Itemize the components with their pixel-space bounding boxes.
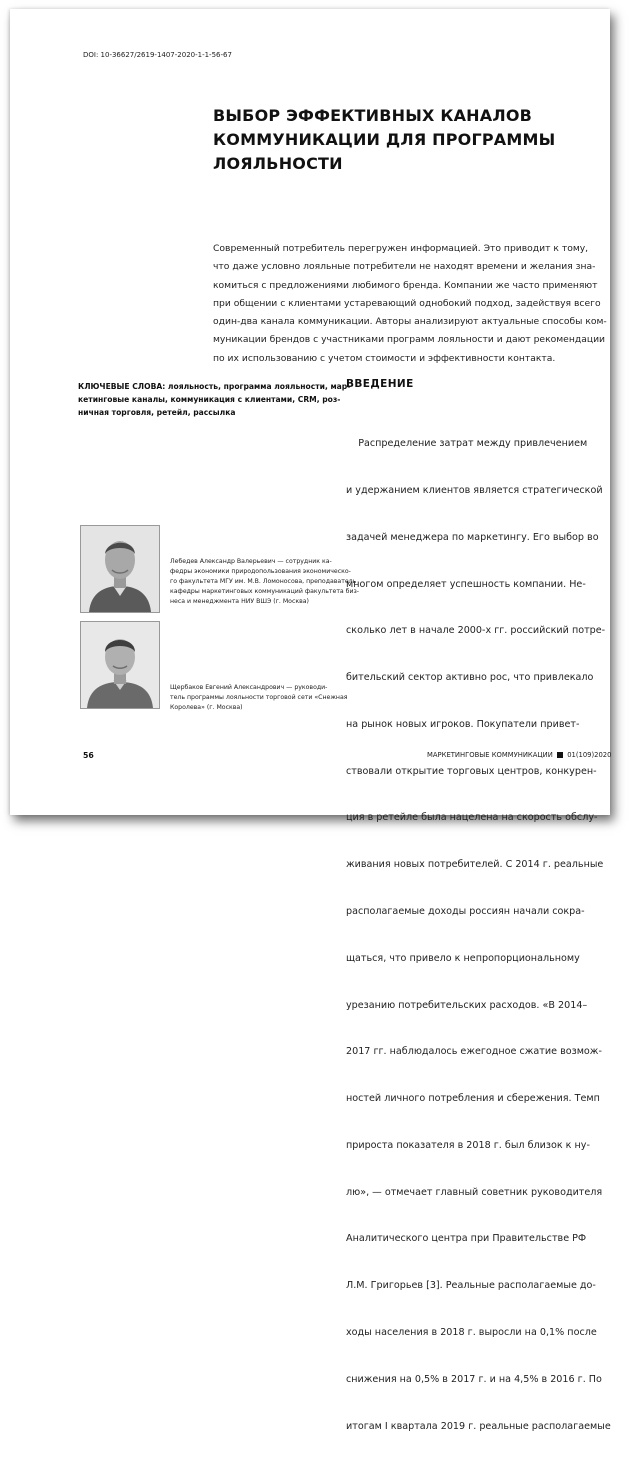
- keywords-line: ничная торговля, ретейл, рассылка: [78, 408, 236, 417]
- body-line: многом определяет успешность компании. Не-: [346, 578, 586, 590]
- title-line: ЛОЯЛЬНОСТИ: [213, 154, 343, 173]
- body-line: ностей личного потребления и сбережения. Темп: [346, 1093, 600, 1105]
- body-line: живания новых потребителей. С 2014 г. реальные: [346, 859, 604, 871]
- author-portrait-icon: [81, 526, 159, 612]
- section-heading: ВВЕДЕНИЕ: [346, 378, 414, 390]
- square-icon: [557, 752, 563, 758]
- keywords-line: КЛЮЧЕВЫЕ СЛОВА: лояльность, программа лояльности, мар-: [78, 382, 351, 391]
- body-line: ходы населения в 2018 г. выросли на 0,1% после: [346, 1327, 597, 1339]
- author-bio-line: федры экономики природопользования экономическо-: [170, 568, 351, 575]
- journal-footer: [427, 751, 611, 759]
- body-line: Л.М. Григорьев [3]. Реальные располагаемые до-: [346, 1280, 596, 1292]
- journal-page: [10, 9, 612, 1432]
- body-line: сколько лет в начале 2000-х гг. российский потре-: [346, 625, 606, 637]
- author-bio-line: го факультета МГУ им. М.В. Ломоносова, преподаватель: [170, 578, 357, 585]
- title-line: КОММУНИКАЦИИ ДЛЯ ПРОГРАММЫ: [213, 130, 556, 149]
- author-bio-line: кафедры маркетинговых коммуникаций факультета биз-: [170, 588, 360, 595]
- author-bio: [170, 683, 348, 713]
- body-line: снижения на 0,5% в 2017 г. и на 4,5% в 2016 г. По: [346, 1373, 602, 1385]
- abstract-line: по их использованию с учетом стоимости и эффективности контакта.: [213, 352, 556, 364]
- abstract-line: Современный потребитель перегружен информацией. Это приводит к тому,: [213, 243, 589, 254]
- author-bio-line: неса и менеджмента НИУ ВШЭ (г. Москва): [170, 598, 309, 605]
- body-line: Распределение затрат между привлечением: [346, 438, 588, 450]
- body-line: ствовали открытие торговых центров, конкурен-: [346, 765, 597, 777]
- body-line: ция в ретейле была нацелена на скорость обслу-: [346, 812, 598, 824]
- body-line: 2017 гг. наблюдалось ежегодное сжатие возмож-: [346, 1046, 602, 1058]
- author-portrait-icon: [81, 622, 159, 708]
- doi-text: DOI: 10-36627/2619-1407-2020-1-1-56-67: [83, 51, 232, 59]
- abstract: [213, 240, 607, 368]
- abstract-line: муникации брендов с участниками программ лояльности и дают рекомендации: [213, 334, 606, 346]
- body-line: Аналитического центра при Правительстве РФ: [346, 1233, 587, 1245]
- body-line: задачей менеджера по маркетингу. Его выбор во: [346, 531, 599, 543]
- author-bio-line: Лебедев Александр Валерьевич — сотрудник ка-: [170, 558, 332, 565]
- body-line: и удержанием клиентов является стратегической: [346, 484, 603, 496]
- body-line: на рынок новых игроков. Покупатели привет-: [346, 718, 580, 730]
- author-bio-line: Королева» (г. Москва): [170, 704, 243, 711]
- body-line: располагаемые доходы россиян начали сокра-: [346, 906, 585, 917]
- keywords: [78, 380, 351, 419]
- body-line: урезанию потребительских расходов. «В 2014–: [346, 999, 588, 1011]
- author-bio: [170, 557, 360, 607]
- abstract-line: что даже условно лояльные потребители не находят времени и желания зна-: [213, 261, 596, 273]
- journal-name: МАРКЕТИНГОВЫЕ КОММУНИКАЦИИ: [427, 751, 553, 759]
- body-line: бительский сектор активно рос, что привлекало: [346, 672, 594, 684]
- body-line: щаться, что привело к непропорциональному: [346, 952, 580, 964]
- author-photo: [80, 621, 160, 709]
- body-line: итогам I квартала 2019 г. реальные располагаемые: [346, 1420, 611, 1432]
- page-number: 56: [83, 751, 94, 760]
- article-title: [213, 104, 556, 176]
- body-line: прироста показателя в 2018 г. был близок к ну-: [346, 1139, 590, 1151]
- abstract-line: один-два канала коммуникации. Авторы анализируют актуальные способы ком-: [213, 316, 607, 328]
- author-photo: [80, 525, 160, 613]
- title-line: ВЫБОР ЭФФЕКТИВНЫХ КАНАЛОВ: [213, 106, 533, 125]
- journal-issue: 01(109)2020: [567, 751, 612, 759]
- keywords-line: кетинговые каналы, коммуникация с клиентами, CRM, роз-: [78, 395, 341, 404]
- body-line: лю», — отмечает главный советник руководителя: [346, 1186, 603, 1198]
- author-bio-line: Щербаков Евгений Александрович — руководи-: [170, 684, 328, 691]
- abstract-line: при общении с клиентами устаревающий однобокий подход, задействуя всего: [213, 297, 601, 309]
- body-text: [346, 405, 611, 1465]
- author-bio-line: тель программы лояльности торговой сети «Снежная: [170, 694, 348, 701]
- abstract-line: комиться с предложениями любимого бренда. Компании же часто применяют: [213, 279, 598, 291]
